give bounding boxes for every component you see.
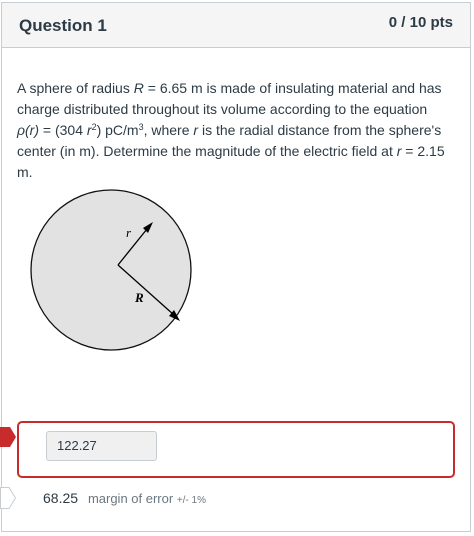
question-title: Question 1 [19,16,107,35]
correct-answer-marker-icon [0,487,16,509]
incorrect-answer-marker-icon [0,427,16,447]
user-answer-field[interactable]: 122.27 [46,431,157,461]
question-points: 0 / 10 pts [388,14,453,31]
question-header [2,3,470,48]
sphere-circle [31,190,191,350]
margin-of-error: margin of error +/- 1% [87,491,206,506]
user-answer-box [17,421,455,478]
label-R: R [135,290,144,305]
sphere-figure [30,185,192,355]
label-r: r [126,225,132,240]
correct-answer-row [43,490,206,506]
question-text: A sphere of radius R = 6.65 m is made of insulating material and has charge distributed throughout its volume according to the equation ρ(r) = (304 $r^2$) $pC/m^3$, where r is the radial distance from the sphere's center (in m). Determine the magnitude of the electric field at r = 2.15 m. [17,80,445,180]
correct-answer-value: 68.25 [43,490,79,506]
